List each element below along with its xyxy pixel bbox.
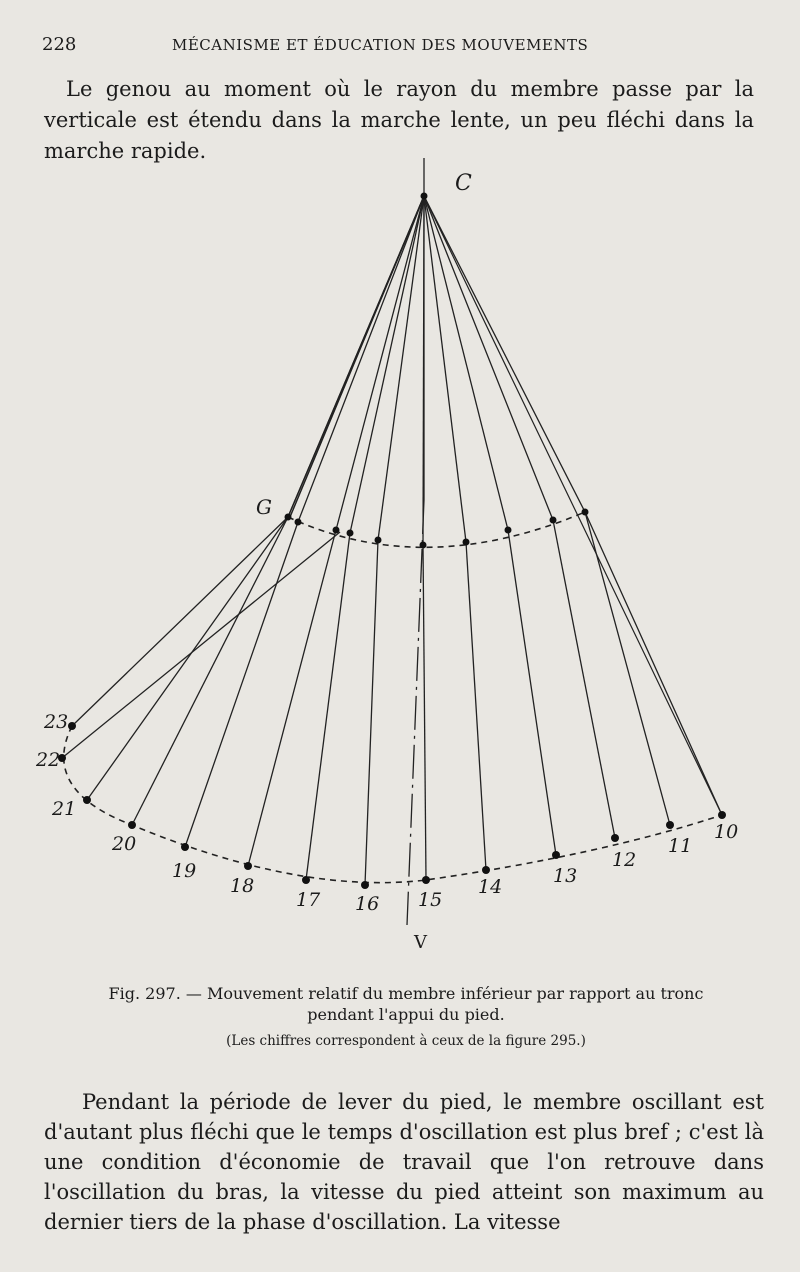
point-label-11: 11 xyxy=(668,835,693,857)
thigh-line-23 xyxy=(290,196,424,517)
point-label-21: 21 xyxy=(52,798,77,820)
limb-line-10 xyxy=(424,196,722,815)
shank-line-22 xyxy=(62,532,340,758)
figure-lines xyxy=(62,158,722,925)
point-label-15: 15 xyxy=(418,889,443,911)
point-label-10: 10 xyxy=(714,821,739,843)
point-label-17: 17 xyxy=(296,889,321,911)
knee-point-15 xyxy=(375,537,382,544)
point-label-12: 12 xyxy=(612,849,637,871)
shank-line-15 xyxy=(423,545,426,880)
paragraph-top-text: Le genou au moment où le rayon du membre passe par la verticale est étendu dans la marche lente, un peu fléchi dans la marche rapide. xyxy=(44,77,754,163)
foot-point-17 xyxy=(302,876,310,884)
foot-point-10 xyxy=(718,811,726,819)
shank-line-11 xyxy=(585,512,670,825)
foot-point-13 xyxy=(552,851,560,859)
label-g: G xyxy=(256,495,272,519)
thigh-line-18 xyxy=(298,196,424,522)
knee-point-10 xyxy=(582,509,589,516)
shank-line-17 xyxy=(306,533,350,880)
thigh-line-12 xyxy=(424,196,508,530)
point-label-14: 14 xyxy=(478,876,503,898)
figure-297 xyxy=(0,150,800,970)
point-label-20: 20 xyxy=(112,833,137,855)
label-v: V xyxy=(414,932,427,953)
point-label-18: 18 xyxy=(230,875,255,897)
foot-point-14 xyxy=(482,866,490,874)
paragraph-bottom: Pendant la période de lever du pied, le membre oscillant est d'autant plus fléchi que le temps d'oscillation est plus bref ; c'est là une condition d'économie de travail que l'on retrouve dans l'oscillation du bras, la vitesse du pied atteint son maximum au dernier tiers de la phase d'oscillation. La vitesse xyxy=(44,1090,764,1234)
caption-line-1: Fig. 297. — Mouvement relatif du membre inférieur par rapport au tronc xyxy=(108,984,704,1003)
point-c xyxy=(421,193,428,200)
thigh-line-15 xyxy=(378,196,424,540)
shank-line-16 xyxy=(365,540,378,885)
shank-line-10 xyxy=(585,512,722,815)
knee-point-11 xyxy=(550,517,557,524)
foot-point-11 xyxy=(666,821,674,829)
knee-point-12 xyxy=(505,527,512,534)
point-label-22: 22 xyxy=(36,749,61,771)
foot-point-23 xyxy=(68,722,76,730)
knee-point-16 xyxy=(347,530,354,537)
foot-point-12 xyxy=(611,834,619,842)
thigh-line-16 xyxy=(350,196,424,533)
shank-line-12 xyxy=(553,520,615,838)
figure-note: (Les chiffres correspondent à ceux de la figure 295.) xyxy=(226,1033,586,1049)
figure-labels xyxy=(35,171,738,953)
caption-line-2: pendant l'appui du pied. xyxy=(307,1005,505,1024)
figure-caption xyxy=(48,983,764,1025)
shank-line-13 xyxy=(508,530,556,855)
shank-line-14 xyxy=(466,542,486,870)
shank-line-18 xyxy=(248,530,336,866)
knee-point-14 xyxy=(420,542,427,549)
knee-point-19 xyxy=(285,514,292,521)
point-label-19: 19 xyxy=(172,860,197,882)
foot-point-19 xyxy=(181,843,189,851)
knee-point-17 xyxy=(333,527,340,534)
point-label-23: 23 xyxy=(44,711,69,733)
label-c: C xyxy=(455,171,472,196)
foot-point-15 xyxy=(422,876,430,884)
point-label-16: 16 xyxy=(355,893,380,915)
vertical-axis xyxy=(407,500,424,925)
point-label-13: 13 xyxy=(553,865,578,887)
knee-point-18 xyxy=(295,519,302,526)
shank-line-21 xyxy=(87,517,288,800)
page-header xyxy=(42,34,758,56)
thigh-line-10 xyxy=(424,196,585,512)
figure-points xyxy=(58,193,726,890)
shank-line-19 xyxy=(185,522,298,847)
foot-point-20 xyxy=(128,821,136,829)
foot-point-21 xyxy=(83,796,91,804)
knee-point-13 xyxy=(463,539,470,546)
thigh-line-17 xyxy=(336,196,424,530)
shank-line-20 xyxy=(132,517,288,825)
running-title: MÉCANISME ET ÉDUCATION DES MOUVEMENTS xyxy=(172,36,589,54)
page-number: 228 xyxy=(42,34,77,55)
shank-line-23 xyxy=(72,517,288,726)
foot-point-18 xyxy=(244,862,252,870)
foot-point-16 xyxy=(361,881,369,889)
